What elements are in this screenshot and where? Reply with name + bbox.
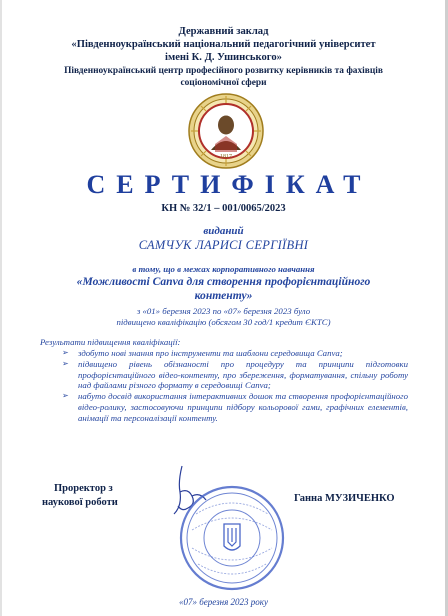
certificate-title: СЕРТИФІКАТ	[86, 170, 372, 199]
official-stamp	[178, 484, 286, 592]
recipient-name: САМЧУК ЛАРИСІ СЕРГІЇВНІ	[138, 238, 309, 252]
header-center-name: Південноукраїнський центр професійного розвитку керівників та фахівців	[64, 66, 383, 76]
issued-label: виданий	[203, 225, 244, 237]
signatory-name: Ганна МУЗИЧЕНКО	[294, 493, 395, 504]
header-institution-type: Державний заклад	[178, 26, 269, 37]
emblem-year: 1817	[220, 154, 232, 160]
bullet-arrow-icon: ➢	[62, 391, 69, 401]
list-item: ➢ набуто досвід використання інтерактивних дошок та створення профорієнтаційного відео-ролику, застосовуючи принципи підбору кольорової гами, графічних елементів, анімації та персоналізації контенту.	[62, 391, 408, 423]
course-dates: з «01» березня 2023 по «07» березня 2023 було	[136, 306, 311, 316]
course-title-cont: контенту»	[194, 289, 253, 302]
bullet-arrow-icon: ➢	[62, 358, 69, 368]
list-item: ➢ підвищено рівень обізнаності про процедуру та принципи підготовки профорієнтаційного відео-контенту, про збереження, форматування, спільну роботу над файлами різного формату в середовищі Canva;	[62, 358, 408, 391]
results-heading: Результати підвищення кваліфікації:	[40, 337, 181, 347]
university-emblem	[187, 92, 265, 170]
course-title: «Можливості Canva для створення профорієнтаційного	[76, 275, 371, 288]
header-university-name: «Південноукраїнський національний педагогічний університет	[71, 39, 376, 50]
issue-date: «07» березня 2023 року	[178, 597, 268, 607]
training-context: в тому, що в межах корпоративного навчання	[132, 264, 315, 274]
signatory-position-cont: наукової роботи	[42, 497, 118, 508]
bullet-arrow-icon: ➢	[62, 348, 69, 357]
results-list	[58, 348, 408, 424]
header-center-name-cont: соціономічної сфери	[180, 78, 267, 88]
qualification-hours: підвищено кваліфікацію (обсягом 30 год/1 кредит ЄКТС)	[116, 317, 331, 327]
certificate-number: КН № 32/1 – 001/0065/2023	[161, 203, 286, 214]
signatory-position: Проректор з	[54, 483, 113, 494]
header-university-name-cont: імені К. Д. Ушинського»	[165, 52, 282, 63]
list-item: ➢ здобуто нові знання про інструменти та шаблони середовища Canva;	[62, 348, 343, 358]
